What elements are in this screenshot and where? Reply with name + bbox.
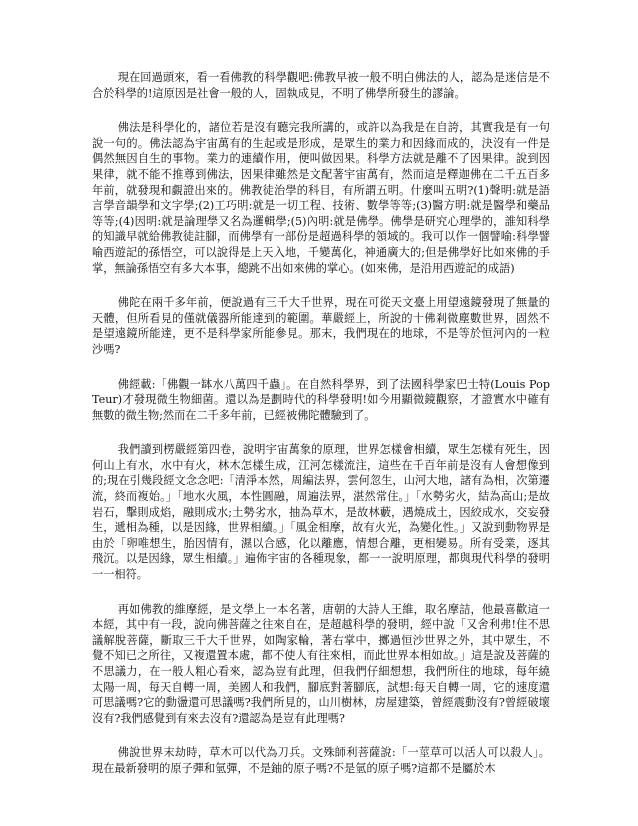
paragraph-2: 佛法是科學化的，諸位若是沒有聽完我所講的，或許以為我是在自誇，其實我是有一句說一句的。佛法認為宇宙萬有的生起或是形成，是眾生的業力和因緣而成的，決沒有一件是偶然無因自生的事物。業力的連續作用，便叫做因果。科學方法就是離不了因果律。說到因果律，就不能不推尊到佛法，因果律雖然是文配著宇宙萬有，然而這是釋迦佛在二千五百多年前，就發現和覷證出來的。佛教徒治學的科目，有所謂五明。什麼叫五明?(1)聲明:就是語言學音韻學和文字學;(2)工巧明:就是一切工程、技術、數學等等;(3)醫方明:就是醫學和藥品等等;(4)因明:就是論理學又名為邏輯學;(5)內明:就是佛學。佛學是研究心理學的，誰知科學的知識早就給佛教徒註腳，而佛學有一部份是超過科學的領域的。我可以作一個譬喻:科學譬喻西遊記的孫悟空，可以說得是上天入地，千變萬化，神通廣大的;但是佛學好比如來佛的手掌，無論孫悟空有多大本事，總跳不出如來佛的掌心。(如來佛，是沿用西遊記的成語) bbox=[92, 121, 550, 275]
paragraph-5: 我們讀到楞嚴經第四卷，說明宇宙萬象的原理，世界怎樣會相續，眾生怎樣有死生，因何山上有水，水中有火，林木怎樣生成，江河怎樣流注，這些在千百年前是沒有人會想像到的;現在引幾段經文念念吧:「清淨本然，周編法界，雲何忽生，山河大地，諸有為相，次第遷流，終而複始。」「地水火風，本性圓融，周遍法界，湛然常住。」「水勢劣火，結為高山;是故岩石，擊則成焰，融則成水;土勢劣水，抽為草木，是故林藪，遇燒成土，因絞成水，交妄發生，遞相為種，以是因緣，世界相續。」「風金相摩，故有火光，為變化性。」又說到動物界是由於「卵唯想生，胎因情有，濕以合感，化以離應，情想合離，更相變易。所有受業，逐其飛沉。以是因緣，眾生相續。」遍佈宇宙的各種現象，都一一說明原理，都與現代科學的發明一一相符。 bbox=[92, 443, 550, 582]
paragraph-1: 現在回過頭來，看一看佛教的科學觀吧:佛教早被一般不明白佛法的人，認為是迷信是不合於科學的!這原因是社會一般的人，固執成見，不明了佛學所發生的謬論。 bbox=[92, 71, 550, 100]
paragraph-7: 佛說世界末劫時，草木可以代為刀兵。文殊師利菩薩說:「一莖草可以活人可以殺人」。現在最新發明的原子彈和氫彈，不是鈾的原子嗎?不是氫的原子嗎?這都不是屬於木 bbox=[92, 746, 550, 775]
paragraph-6: 再如佛教的維摩經，是文學上一本名著，唐朝的大詩人王維，取名摩詰，他最喜歡這一本經，其中有一段，說向佛菩薩之往來自在，是超越科學的發明，經中說「又舍利弗!住不思議解脫菩薩，斷取三千大千世界，如陶家輪，著右掌中，擲過恒沙世界之外，其中眾生，不覺不知已之所往，又複還置本處，都不使人有往來相，而此世界本相如故。」這是說及菩薩的不思議力，在一般人粗心看來，認為豈有此理，但我們仔細想想，我們所住的地球，每年繞太陽一周，每天自轉一周，美國人和我們，腳底對著腳底，試想:每天自轉一周，它的速度還可思議嗎?它的動盪還可思議嗎?我們所見的，山川樹林，房屋建築，曾經震動沒有?曾經破壞沒有?我們感覺到有來去沒有?還認為是豈有此理嗎? bbox=[92, 602, 550, 725]
paragraph-3: 佛陀在兩千多年前，便說過有三千大千世界，現在可從天文臺上用望遠鏡發現了無量的天體，但所看見的僅就儀器所能達到的範圍。華嚴經上，所說的十佛剎微塵數世界，固然不是望遠鏡所能達，更不是科學家所能參見。那末，我們現在的地球，不是等於恒河內的一粒沙嗎? bbox=[92, 296, 550, 356]
paragraph-4: 佛經載:「佛觀一缽水八萬四千蟲」。在自然科學界，到了法國科學家巴士特(Louis Pop Teur)才發現微生物細菌。還以為是劃時代的科學發明!如今用顯微鏡觀察，才證實水中確有無數的微生物;然而在二千多年前，已經被佛陀體驗到了。 bbox=[92, 377, 550, 422]
document-page bbox=[92, 70, 550, 796]
